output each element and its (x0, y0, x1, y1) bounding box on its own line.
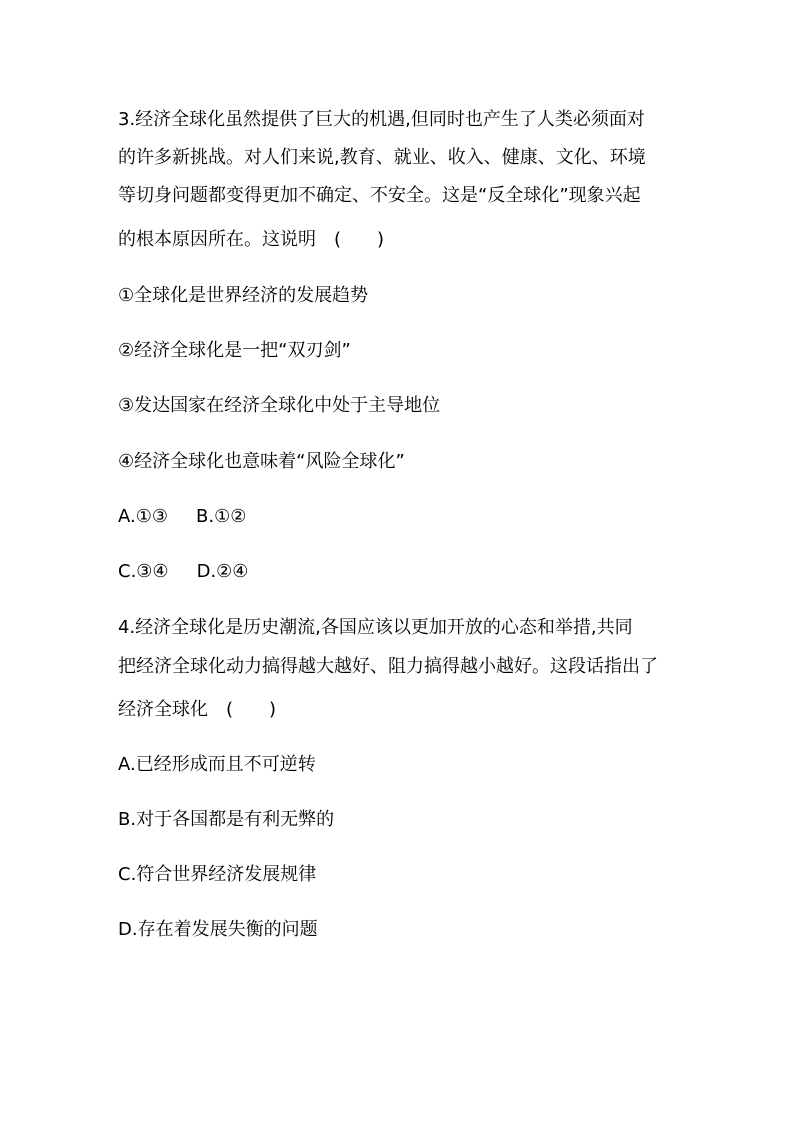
q4-stem-line-1: 4.经济全球化是历史潮流,各国应该以更加开放的心态和举措,共同 (118, 617, 633, 638)
q4-stem-line-2: 把经济全球化动力搞得越大越好、阻力搞得越小越好。这段话指出了 (118, 656, 658, 677)
q4-option-a[interactable]: A.已经形成而且不可逆转 (118, 754, 316, 775)
q3-statement-2: ②经济全球化是一把“双刃剑” (118, 340, 351, 361)
q4-option-b[interactable]: B.对于各国都是有利无弊的 (118, 809, 335, 830)
q3-stem-line-2: 的许多新挑战。对人们来说,教育、就业、收入、健康、文化、环境 (118, 147, 646, 168)
q3-option-c[interactable]: C.③④ (118, 561, 169, 582)
q3-stem-line-4: 的根本原因所在。这说明 ( ) (118, 229, 385, 250)
q4-option-c[interactable]: C.符合世界经济发展规律 (118, 864, 317, 885)
q3-options-row-1 (118, 505, 246, 529)
q3-stem-line-3: 等切身问题都变得更加不确定、不安全。这是“反全球化”现象兴起 (118, 185, 641, 206)
q3-stem-line-1: 3.经济全球化虽然提供了巨大的机遇,但同时也产生了人类必须面对 (118, 109, 645, 130)
q3-option-d[interactable]: D.②④ (196, 561, 249, 582)
q3-statement-3: ③发达国家在经济全球化中处于主导地位 (118, 395, 441, 416)
q4-option-d[interactable]: D.存在着发展失衡的问题 (118, 919, 318, 940)
q3-options-row-2 (118, 560, 248, 584)
q3-statement-1: ①全球化是世界经济的发展趋势 (118, 285, 369, 306)
q3-option-a[interactable]: A.①③ (118, 506, 168, 527)
q4-stem-line-3: 经济全球化 ( ) (118, 699, 277, 720)
q3-option-b[interactable]: B.①② (196, 506, 247, 527)
q3-statement-4: ④经济全球化也意味着“风险全球化” (118, 451, 405, 472)
